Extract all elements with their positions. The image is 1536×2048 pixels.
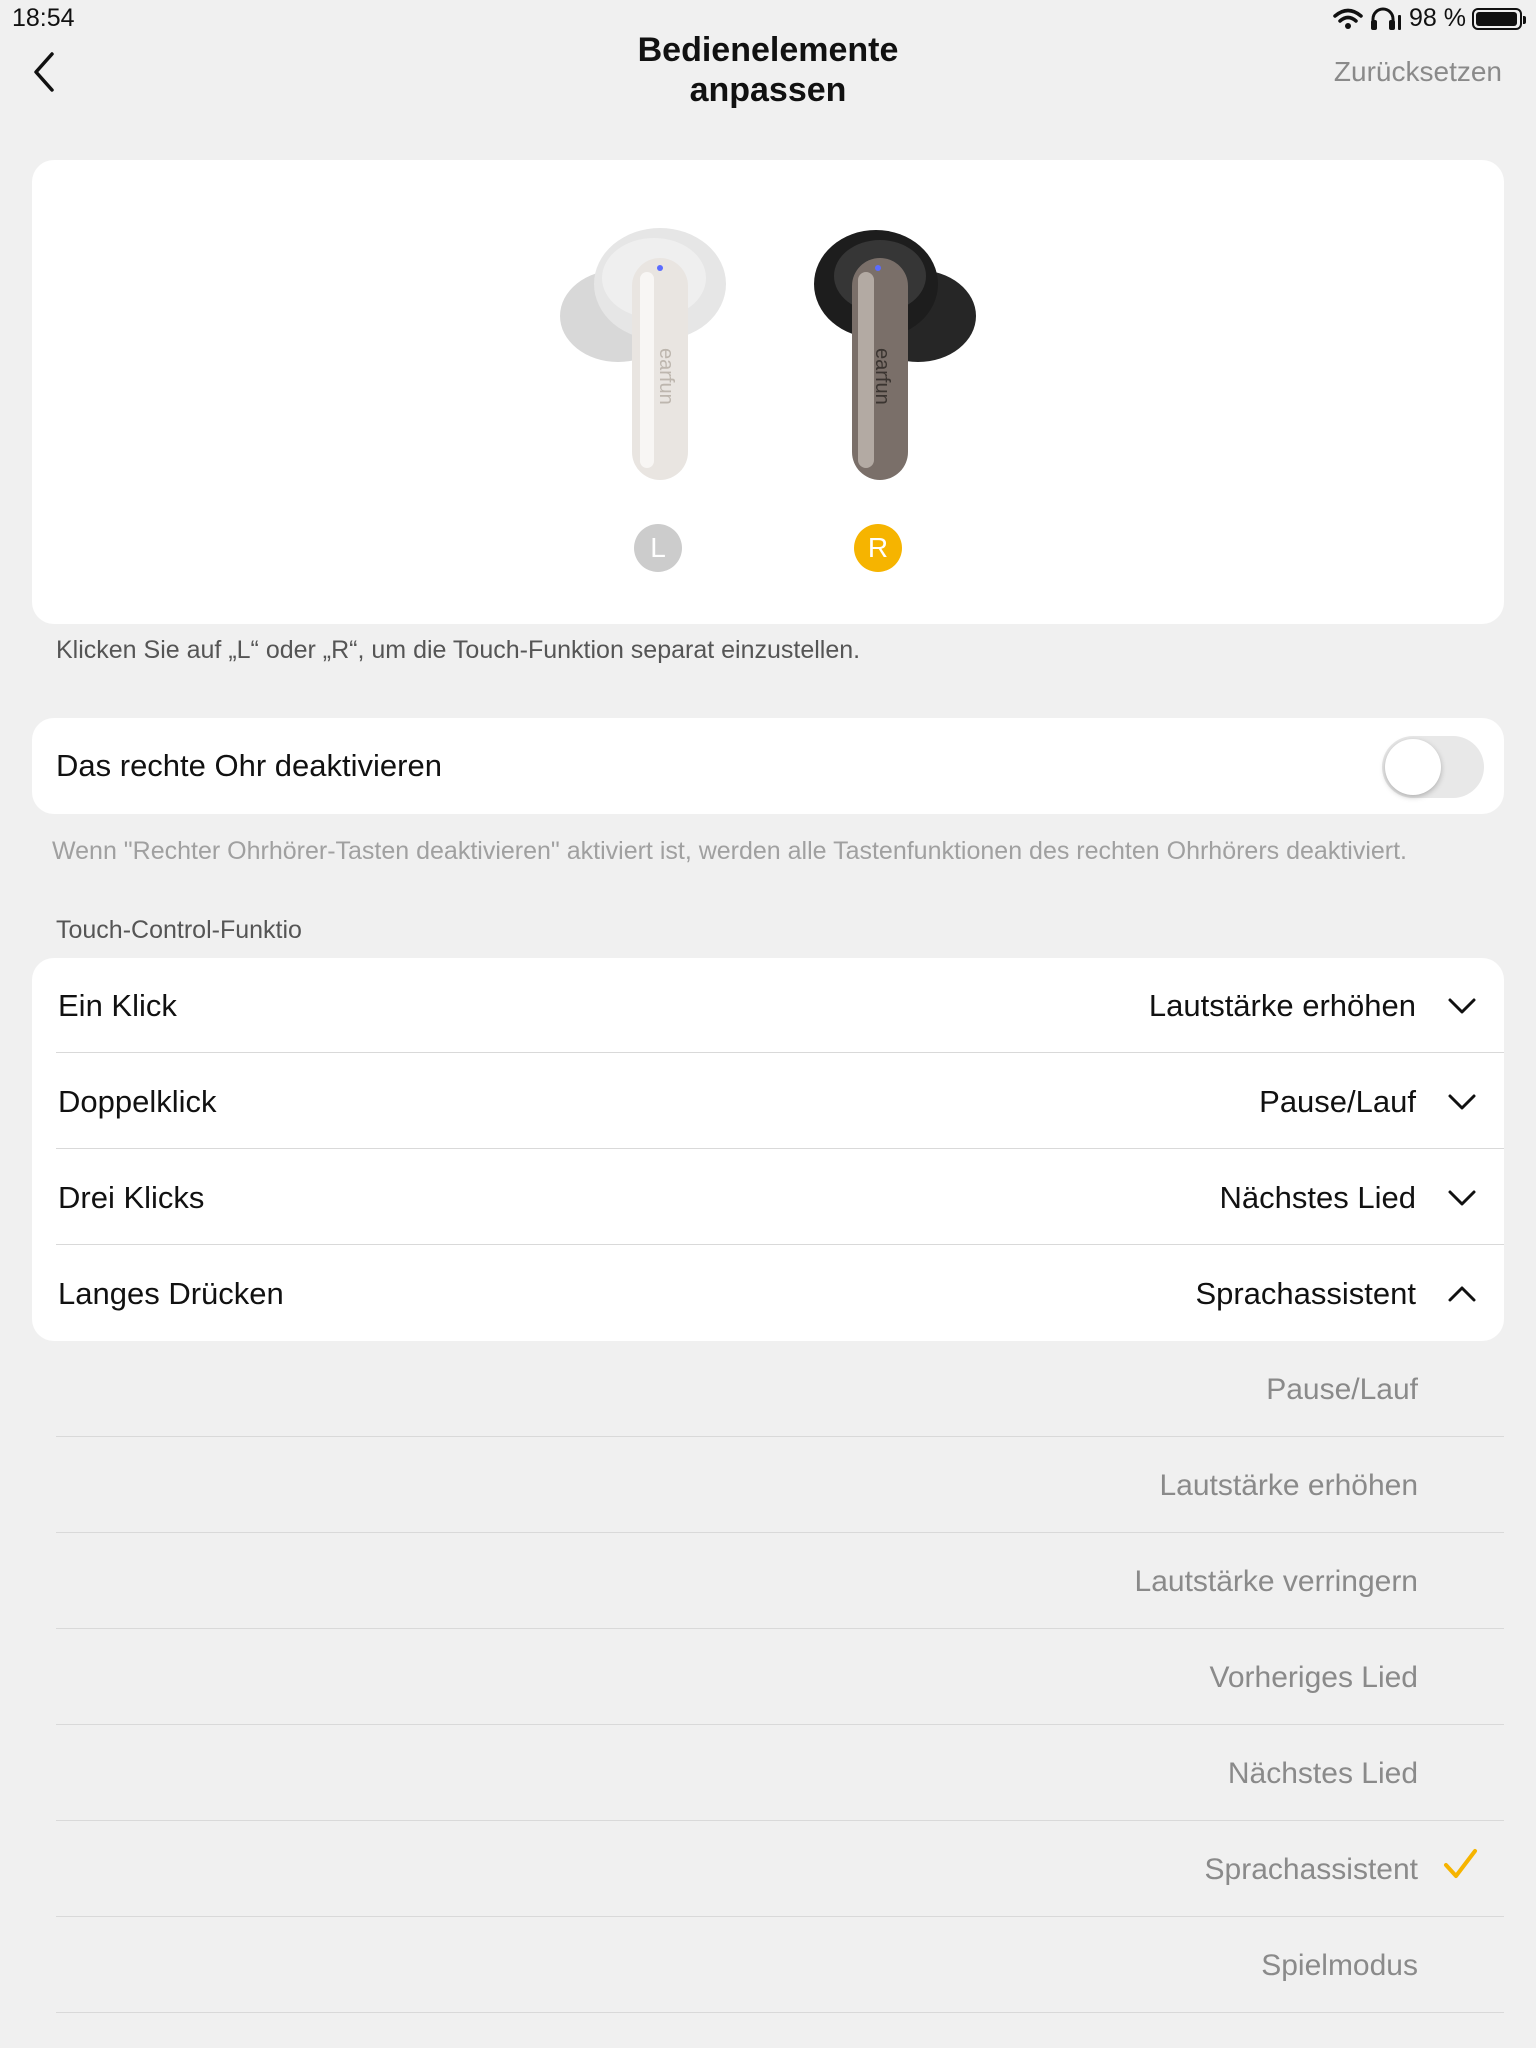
chevron-down-icon	[1446, 1182, 1478, 1214]
option-label: Pause/Lauf	[1266, 1373, 1418, 1406]
control-value: Lautstärke erhöhen	[1148, 988, 1416, 1023]
option-item[interactable]	[56, 1341, 1504, 1437]
reset-button[interactable]: Zurücksetzen	[1333, 56, 1502, 87]
option-label: Lautstärke erhöhen	[1159, 1469, 1418, 1502]
control-label: Doppelklick	[58, 1084, 217, 1119]
chevron-up-icon	[1446, 1278, 1478, 1310]
back-chevron-icon[interactable]	[26, 50, 66, 94]
disable-right-ear-label: Das rechte Ohr deaktivieren	[56, 748, 442, 783]
status-time: 18:54	[12, 4, 75, 32]
control-row-double-click[interactable]	[32, 1054, 1504, 1150]
option-item[interactable]	[56, 1917, 1504, 2013]
control-value: Nächstes Lied	[1219, 1180, 1416, 1215]
control-value: Pause/Lauf	[1259, 1084, 1416, 1119]
left-earbud-image[interactable]	[556, 228, 736, 488]
option-label: Lautstärke verringern	[1134, 1565, 1418, 1598]
control-row-long-press[interactable]	[32, 1246, 1504, 1342]
option-item[interactable]	[56, 1629, 1504, 1725]
disable-note: Wenn "Rechter Ohrhörer-Tasten deaktivieren" aktiviert ist, werden alle Tastenfunktionen des rechten Ohrhörers deaktiviert.	[52, 837, 1407, 865]
section-title: Touch-Control-Funktio	[56, 916, 302, 944]
row-divider	[56, 1148, 1504, 1149]
right-earbud-button[interactable]: R	[854, 524, 902, 572]
disable-right-ear-toggle[interactable]	[1382, 736, 1484, 798]
row-divider	[56, 1244, 1504, 1245]
headphones-icon	[1369, 7, 1403, 31]
hint-text: Klicken Sie auf „L“ oder „R“, um die Touch-Funktion separat einzustellen.	[56, 636, 861, 664]
control-value: Sprachassistent	[1195, 1276, 1416, 1311]
toggle-knob	[1385, 739, 1441, 795]
battery-percent: 98 %	[1409, 4, 1466, 32]
checkmark-icon	[1440, 1845, 1480, 1885]
control-label: Langes Drücken	[58, 1276, 284, 1311]
option-item[interactable]	[56, 1437, 1504, 1533]
option-item[interactable]	[56, 1533, 1504, 1629]
page-title: Bedienelemente anpassen	[637, 31, 899, 109]
control-label: Ein Klick	[58, 988, 177, 1023]
svg-text:earfun: earfun	[655, 348, 677, 405]
wifi-icon	[1333, 8, 1363, 30]
option-divider	[56, 2012, 1504, 2013]
option-label: Spielmodus	[1261, 1949, 1418, 1982]
right-earbud-image[interactable]	[800, 228, 980, 488]
chevron-down-icon	[1446, 990, 1478, 1022]
option-item[interactable]	[56, 1821, 1504, 1917]
left-earbud-button[interactable]: L	[634, 524, 682, 572]
option-label: Nächstes Lied	[1227, 1757, 1418, 1790]
control-row-single-click[interactable]	[32, 958, 1504, 1054]
chevron-down-icon	[1446, 1086, 1478, 1118]
option-label: Sprachassistent	[1204, 1853, 1418, 1886]
svg-text:earfun: earfun	[871, 348, 893, 405]
status-icons	[1333, 4, 1522, 33]
earbuds-card	[32, 160, 1504, 624]
control-label: Drei Klicks	[58, 1180, 205, 1215]
option-label: Vorheriges Lied	[1209, 1661, 1418, 1694]
control-row-triple-click[interactable]	[32, 1150, 1504, 1246]
option-item[interactable]	[56, 1725, 1504, 1821]
battery-icon	[1472, 8, 1522, 30]
row-divider	[56, 1052, 1504, 1053]
